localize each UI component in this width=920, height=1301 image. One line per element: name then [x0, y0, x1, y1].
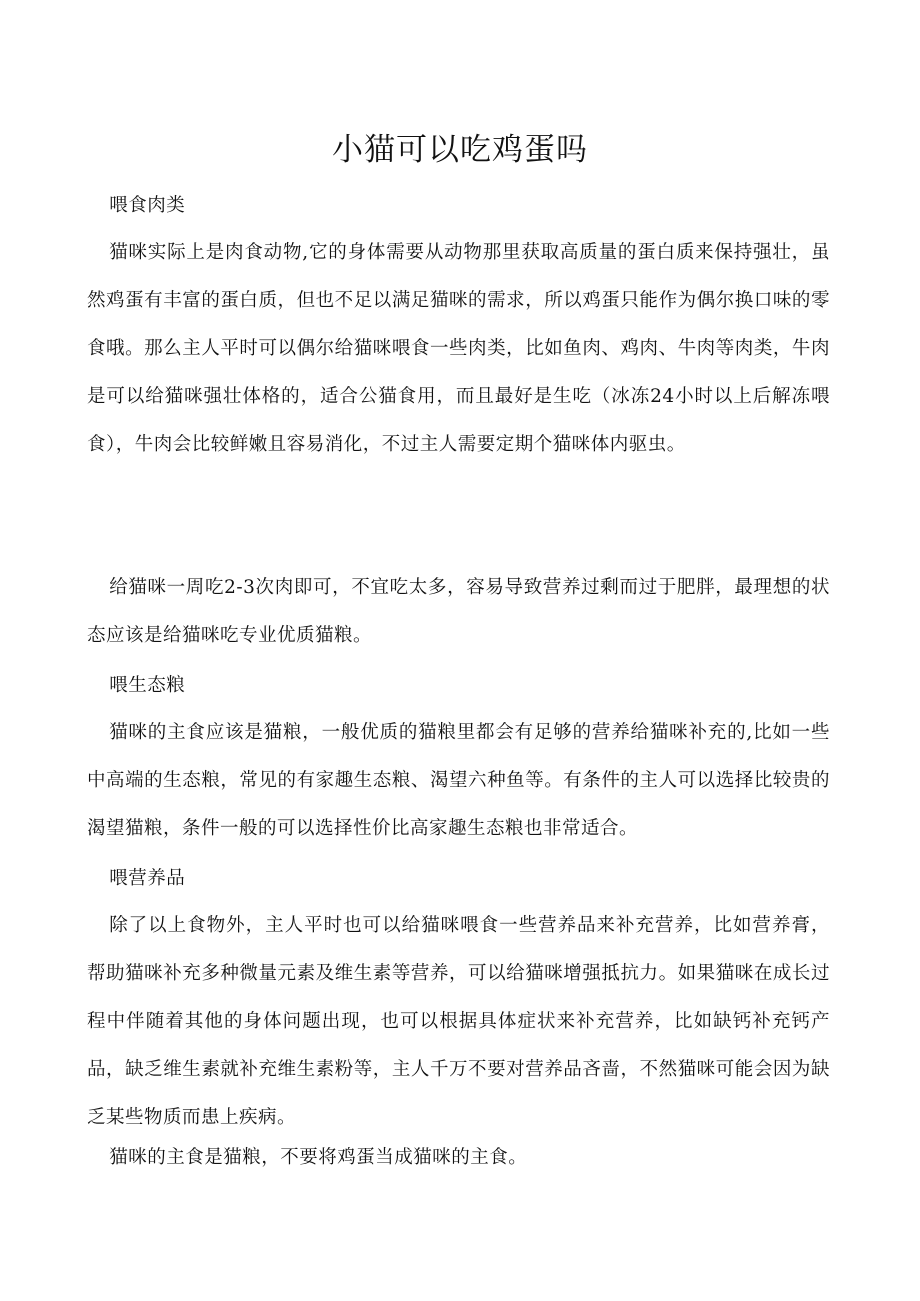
section-heading-meat: 喂食肉类 — [109, 195, 186, 216]
paragraph-eco-food: 猫咪的主食应该是猫粮，一般优质的猫粮里都会有足够的营养给猫咪补充的,比如一些中高端的生态粮，常见的有家趣生态粮、渴望六种鱼等。有条件的主人可以选择比较贵的渴望猫粮，条件一般的可以选择性价比高家趣生态粮也非常适合。 — [87, 722, 830, 839]
paragraph-supplements: 除了以上食物外，主人平时也可以给猫咪喂食一些营养品来补充营养，比如营养膏，帮助猫咪补充多种微量元素及维生素等营养，可以给猫咪增强抵抗力。如果猫咪在成长过程中伴随着其他的身体问题出现，也可以根据具体症状来补充营养，比如缺钙补充钙产品，缺乏维生素就补充维生素粉等，主人千万不要对营养品吝啬，不然猫咪可能会因为缺乏某些物质而患上疾病。 — [87, 915, 830, 1128]
section-heading-eco-food: 喂生态粮 — [109, 675, 186, 696]
page-title: 小猫可以吃鸡蛋吗 — [332, 132, 588, 168]
paragraph-meat: 猫咪实际上是肉食动物,它的身体需要从动物那里获取高质量的蛋白质来保持强壮，虽然鸡蛋有丰富的蛋白质，但也不足以满足猫咪的需求，所以鸡蛋只能作为偶尔换口味的零食哦。那么主人平时可以偶尔给猫咪喂食一些肉类，比如鱼肉、鸡肉、牛肉等肉类，牛肉是可以给猫咪强壮体格的，适合公猫食用，而且最好是生吃（冰冻24小时以上后解冻喂食），牛肉会比较鲜嫩且容易消化，不过主人需要定期个猫咪体内驱虫。 — [87, 242, 830, 455]
paragraph-conclusion: 猫咪的主食是猫粮，不要将鸡蛋当成猫咪的主食。 — [109, 1147, 528, 1168]
section-heading-supplements: 喂营养品 — [109, 868, 186, 889]
paragraph-meat-frequency: 给猫咪一周吃2-3次肉即可，不宜吃太多，容易导致营养过剩而过于肥胖，最理想的状态应该是给猫咪吃专业优质猫粮。 — [87, 577, 830, 646]
